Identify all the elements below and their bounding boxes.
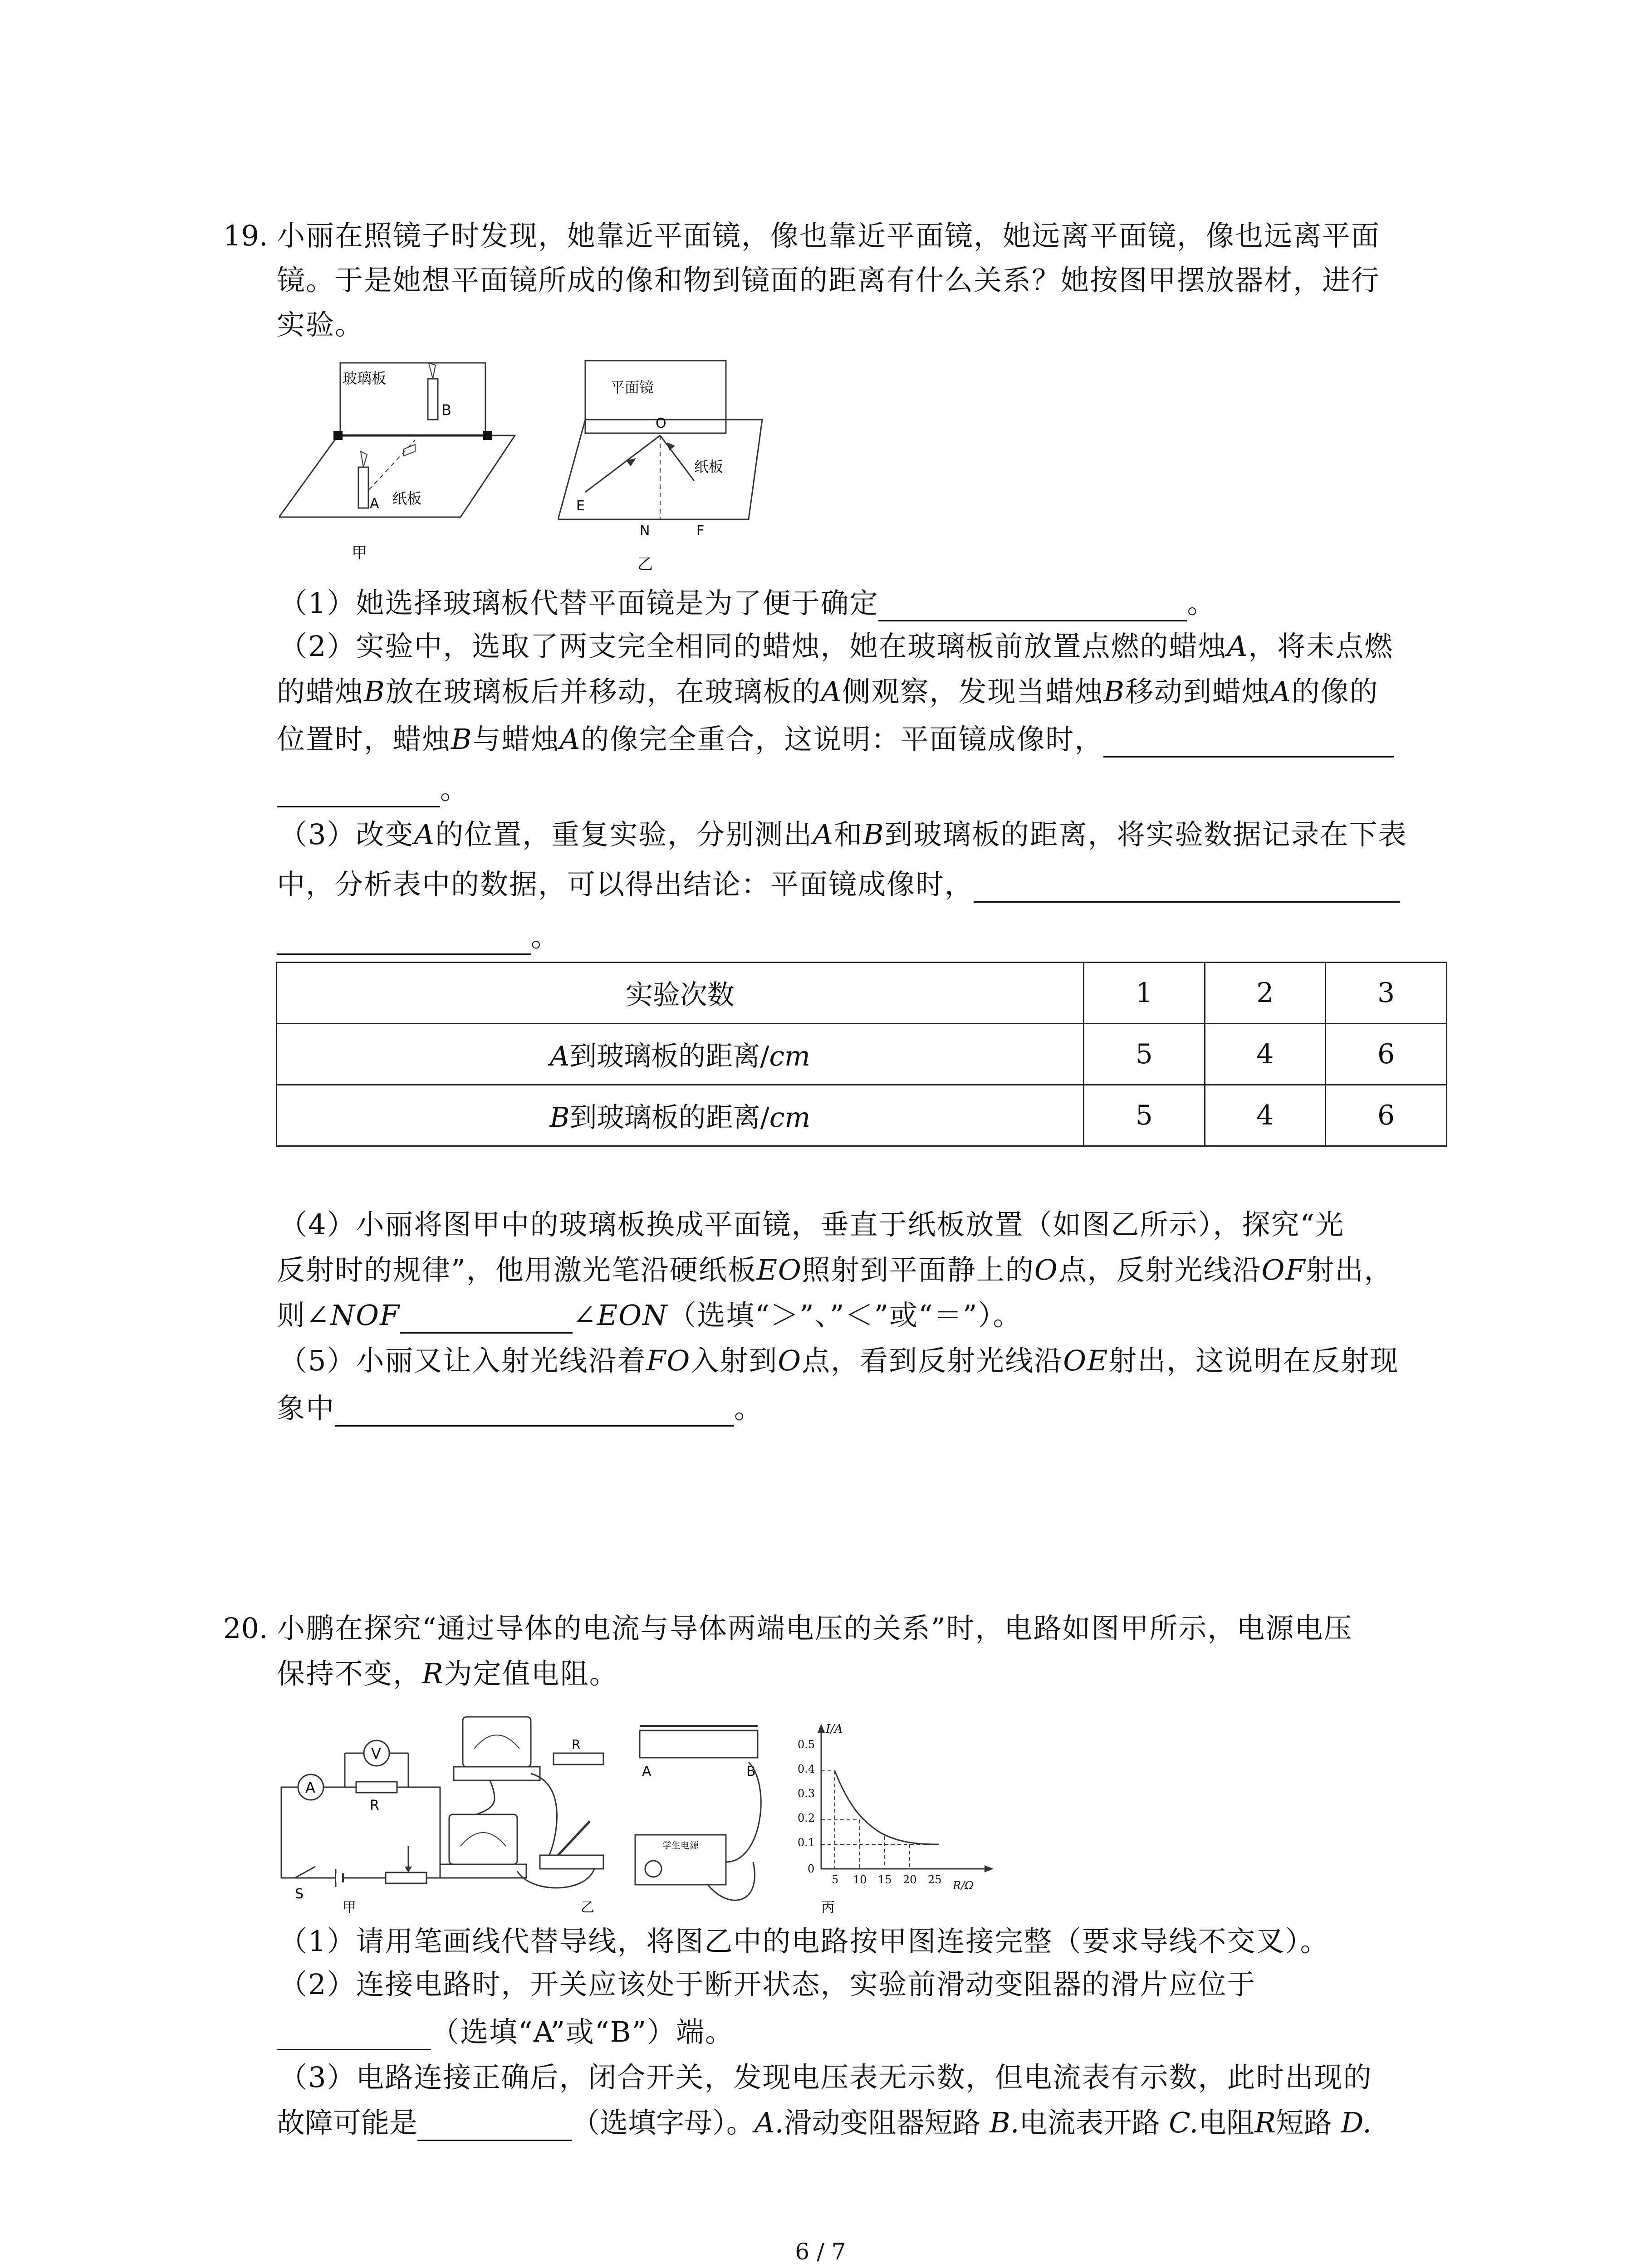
q19-part3-line3: 。 (277, 919, 560, 955)
apparatus-resistor-label: R (572, 1737, 581, 1752)
apparatus-power-label: 学生电源 (662, 1840, 699, 1851)
circuit-ammeter-label: A (305, 1779, 315, 1796)
q19-stem-line1: 小丽在照镜子时发现，她靠近平面镜，像也靠近平面镜，她远离平面镜，像也远离平面 (277, 219, 1381, 252)
answer-blank-q19-3a[interactable] (974, 874, 1400, 903)
table-row-label: B到玻璃板的距离/cm (277, 1085, 1084, 1146)
experiment-data-table (276, 962, 1447, 1147)
graph-ytick: 0.2 (798, 1812, 815, 1824)
answer-blank-q20-3[interactable] (417, 2112, 572, 2141)
question-19-number: 19. (223, 219, 268, 252)
q19-part2-line3: 位置时，蜡烛B与蜡烛A的像完全重合，这说明：平面镜成像时， (277, 721, 1394, 758)
q19-part4-line2: 反射时的规律”，他用激光笔沿硬纸板EO照射到平面静上的O点，反射光线沿OF射出， (277, 1253, 1393, 1286)
table-cell: 4 (1205, 1024, 1326, 1085)
fig-label-o: O (656, 415, 666, 431)
answer-blank-q19-5[interactable] (335, 1398, 734, 1427)
answer-blank-q20-2[interactable] (277, 2022, 431, 2050)
table-header-row (277, 963, 1447, 1024)
q19-part4-line3: 则∠NOF ∠EON（选填“＞”、”＜”或“＝”）。 (277, 1297, 1022, 1334)
q19-part5-line1: （5）小丽又让入射光线沿着FO入射到O点，看到反射光线沿OE射出，这说明在反射现 (279, 1344, 1399, 1377)
graph-xtick: 20 (903, 1873, 917, 1886)
q20-part3-line2: 故障可能是 （选填字母）。A.滑动变阻器短路 B.电流表开路 C.电阻R短路 D. (277, 2105, 1372, 2141)
q20-stem-line2: 保持不变，R为定值电阻。 (277, 1657, 618, 1690)
question-20-number: 20. (223, 1612, 268, 1645)
fig-label-f: F (696, 523, 705, 539)
answer-blank-q19-3b[interactable] (277, 926, 531, 955)
table-row (277, 1024, 1447, 1085)
q20-part2-line1: （2）连接电路时，开关应该处于断开状态，实验前滑动变阻器的滑片应位于 (279, 1968, 1256, 2001)
table-header-cell: 1 (1083, 963, 1205, 1024)
q20-part1: （1）请用笔画线代替导线，将图乙中的电路按甲图连接完整（要求导线不交叉）。 (279, 1925, 1329, 1958)
fig-label-mirror: 平面镜 (610, 379, 654, 396)
circuit-resistor-label: R (370, 1798, 379, 1813)
answer-blank-q19-2a[interactable] (1103, 729, 1394, 758)
answer-blank-q19-2b[interactable] (277, 779, 440, 807)
table-row-label: A到玻璃板的距离/cm (277, 1024, 1084, 1085)
q19-part2-line2: 的蜡烛B放在玻璃板后并移动，在玻璃板的A侧观察，发现当蜡烛B移动到蜡烛A的像的 (277, 675, 1379, 708)
graph-ytick: 0.3 (798, 1787, 815, 1800)
table-cell: 4 (1205, 1085, 1326, 1146)
graph-xtick: 15 (878, 1873, 892, 1886)
q19-stem-line3: 实验。 (277, 308, 364, 341)
table-header-cell: 3 (1326, 963, 1447, 1024)
answer-blank-q19-1[interactable] (878, 593, 1187, 621)
fig-caption-graph: 丙 (821, 1900, 835, 1916)
circuit-voltmeter-label: V (371, 1745, 381, 1762)
fig-caption-yi: 乙 (637, 555, 653, 573)
graph-ytick: 0.1 (798, 1836, 815, 1849)
graph-ytick: 0 (808, 1862, 815, 1875)
q19-stem-line2: 镜。于是她想平面镜所成的像和物到镜面的距离有什么关系？她按图甲摆放器材，进行 (277, 264, 1381, 297)
graph-xlabel: R/Ω (953, 1879, 974, 1892)
table-cell: 5 (1083, 1085, 1205, 1146)
table-header-cell: 实验次数 (277, 963, 1084, 1024)
table-header-cell: 2 (1205, 963, 1326, 1024)
q19-part1: （1）她选择玻璃板代替平面镜是为了便于确定 。 (279, 585, 1216, 621)
figure-apparatus (436, 1712, 771, 1916)
fig-caption-jia: 甲 (352, 544, 367, 562)
table-cell: 6 (1326, 1085, 1447, 1146)
graph-xtick: 5 (832, 1873, 839, 1886)
graph-ylabel: I/A (826, 1722, 843, 1736)
table-cell: 5 (1083, 1024, 1205, 1085)
q19-part5-line2: 象中 。 (277, 1390, 763, 1427)
q19-part3-line2: 中，分析表中的数据，可以得出结论：平面镜成像时， (277, 866, 1400, 903)
q19-part4-line1: （4）小丽将图甲中的玻璃板换成平面镜，垂直于纸板放置（如图乙所示），探究“光 (279, 1208, 1345, 1241)
graph-xtick: 25 (928, 1873, 942, 1886)
fig-label-paper-yi: 纸板 (694, 458, 724, 475)
table-cell: 6 (1326, 1024, 1447, 1085)
graph-xtick: 10 (853, 1873, 867, 1886)
apparatus-terminal-b: B (746, 1764, 756, 1779)
fig-caption-apparatus: 乙 (581, 1900, 594, 1916)
circuit-switch-label: S (295, 1886, 304, 1902)
graph-ytick: 0.4 (798, 1763, 815, 1775)
q20-part2-line2: （选填“A”或“B”）端。 (277, 2014, 734, 2050)
q19-part2-line4: 。 (277, 771, 469, 807)
q19-part3-line1: （3）改变A的位置，重复实验，分别测出A和B到玻璃板的距离，将实验数据记录在下表 (279, 818, 1407, 851)
figure-current-resistance-graph (789, 1719, 1003, 1919)
graph-ytick: 0.5 (798, 1738, 815, 1751)
table-row (277, 1085, 1447, 1146)
page-number: 6 / 7 (795, 2239, 846, 2265)
figure-mirror-reflection (558, 356, 776, 578)
figure-glass-plate-experiment (279, 354, 533, 572)
q20-part3-line1: （3）电路连接正确后，闭合开关，发现电压表无示数，但电流表有示数，此时出现的 (279, 2061, 1372, 2094)
apparatus-terminal-a: A (642, 1764, 652, 1779)
fig-label-n: N (640, 523, 650, 539)
fig-label-a: A (370, 496, 379, 512)
fig-label-e: E (576, 498, 585, 514)
q19-part2-line1: （2）实验中，选取了两支完全相同的蜡烛，她在玻璃板前放置点燃的蜡烛A，将未点燃 (279, 630, 1394, 663)
fig-caption-circuit: 甲 (343, 1900, 356, 1914)
fig-label-glass: 玻璃板 (343, 370, 387, 387)
answer-blank-q19-4[interactable] (400, 1305, 573, 1334)
fig-label-b: B (441, 401, 451, 419)
q20-stem-line1: 小鹏在探究“通过导体的电流与导体两端电压的关系”时，电路如图甲所示，电源电压 (277, 1612, 1353, 1645)
fig-label-paper: 纸板 (392, 490, 422, 507)
